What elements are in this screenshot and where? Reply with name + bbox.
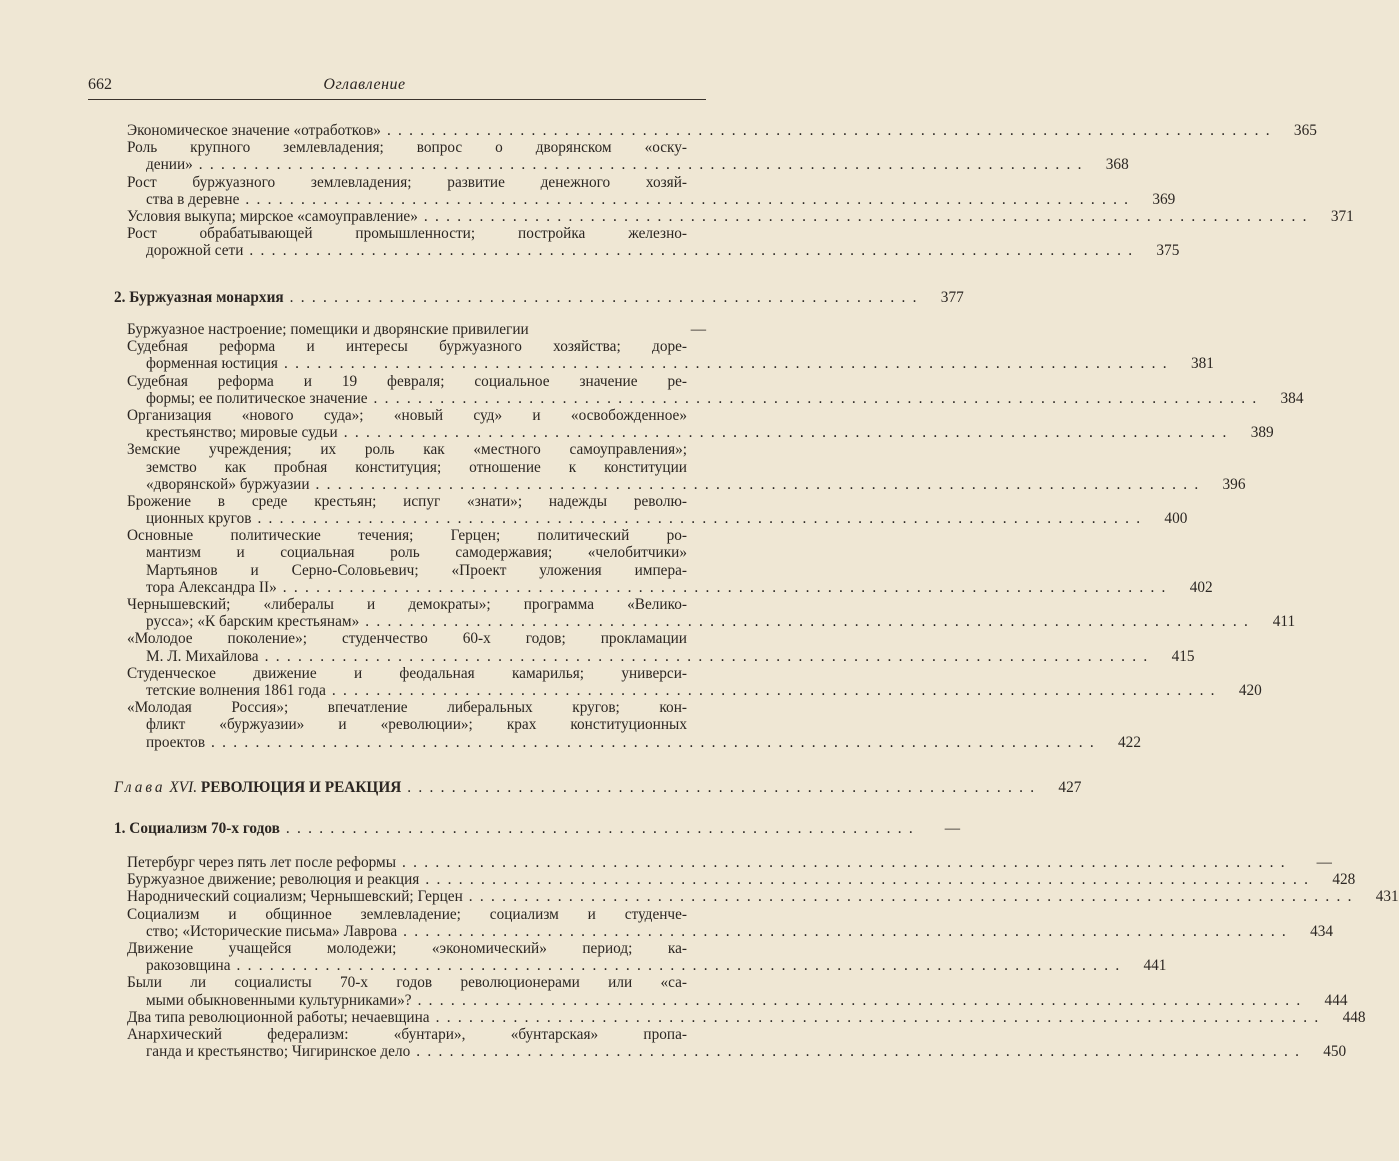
dot-leader: .........................................................	[285, 820, 920, 837]
entry-page: 420	[1238, 681, 1262, 699]
entry-page: 448	[1342, 1008, 1366, 1026]
entry-text: Движение учащейся молодежи; «экономический» период; ка-	[127, 939, 687, 957]
entry-text: «Молодое поколение»; студенчество 60-х годов; прокламации	[127, 630, 687, 648]
entry-text: Студенческое движение и феодальная камарилья; универси-	[127, 664, 687, 682]
entry-text: форменная юстиция	[146, 355, 278, 373]
entry-text: Анархический федерализм: «бунтари», «бунтарская» пропа-	[127, 1025, 687, 1043]
toc-chapter	[114, 779, 1082, 796]
entry-text: проектов	[146, 733, 206, 751]
dot-leader: ................................................................................	[425, 871, 1316, 889]
toc-entry-line	[127, 338, 706, 355]
entry-text: М. Л. Михайлова	[146, 647, 259, 665]
dot-leader: ................................................................................	[343, 424, 1234, 442]
toc-entry	[127, 338, 1214, 373]
toc-entry	[127, 596, 1296, 631]
dot-leader: ................................................................................	[365, 613, 1256, 631]
entry-text: мыми обыкновенными культурниками»?	[146, 991, 412, 1009]
toc-entry-line	[127, 389, 1304, 407]
toc-entry	[127, 871, 1356, 889]
entry-page: 371	[1330, 207, 1354, 225]
chapter-number: XVI.	[169, 779, 198, 796]
toc-entry	[127, 699, 1141, 751]
entry-page: 402	[1189, 578, 1213, 596]
entry-text: русса»; «К барским крестьянам»	[146, 613, 360, 631]
toc-entry	[127, 139, 1129, 174]
entry-text: ционных кругов	[146, 510, 252, 528]
toc-entry	[127, 905, 1334, 940]
entry-text: Чернышевский; «либералы и демократы»; программа «Велико-	[127, 596, 687, 613]
entry-text: Рост обрабатывающей промышленности; постройка железно-	[127, 225, 687, 243]
toc-entry-line	[127, 424, 1274, 442]
header-rule	[88, 99, 706, 100]
dot-leader: ................................................................................	[416, 1043, 1307, 1061]
entry-text: Земские учреждения; их роль как «местного самоуправления»;	[127, 441, 687, 459]
toc-entry-line	[127, 242, 1180, 260]
entry-page: 368	[1105, 156, 1129, 174]
dot-leader: ................................................................................	[211, 733, 1101, 751]
entry-text: мантизм и социальная роль самодержавия; «челобитчики»	[146, 544, 687, 562]
entry-text: Основные политические течения; Герцен; политический ро-	[127, 527, 687, 545]
dot-leader: ................................................................................	[403, 922, 1294, 940]
entry-page: 396	[1222, 475, 1246, 493]
toc-entry	[127, 630, 1195, 665]
entry-text: тетские волнения 1861 года	[146, 681, 326, 699]
entry-text: фликт «буржуазии» и «революции»; крах конституционных	[146, 716, 687, 734]
toc-entry-line	[127, 578, 1213, 596]
toc-entry-line	[127, 207, 1354, 225]
entry-text: «Молодая Россия»; впечатление либеральных кругов; кон-	[127, 699, 687, 717]
toc-entry-line	[127, 355, 1214, 373]
section-title: 2. Буржуазная монархия	[114, 289, 284, 306]
section-page: —	[944, 820, 960, 837]
toc-entry-line	[127, 596, 706, 613]
toc-entry-line	[127, 888, 1399, 906]
toc-entry-line	[127, 459, 706, 476]
toc-entry-line	[127, 974, 706, 991]
toc-entry-line	[127, 733, 1141, 751]
chapter-title: РЕВОЛЮЦИЯ И РЕАКЦИЯ	[200, 779, 402, 796]
toc-entry-line	[127, 681, 1262, 699]
toc-entry-line	[127, 647, 1195, 665]
entry-text: Рост буржуазного землевладения; развитие денежного хозяй-	[127, 173, 687, 191]
entry-page: 384	[1280, 389, 1304, 407]
entry-text: Брожение в среде крестьян; испуг «знати»; надежды револю-	[127, 492, 687, 510]
entry-page: 389	[1250, 424, 1274, 442]
toc-entry	[127, 207, 1354, 225]
toc-entry	[127, 406, 1274, 442]
entry-page: 400	[1164, 510, 1188, 528]
dot-leader: ................................................................................	[468, 888, 1359, 906]
toc-entry-line	[127, 630, 706, 647]
entry-text: формы; ее политическое значение	[146, 389, 368, 407]
dot-leader: ................................................................................	[435, 1008, 1326, 1026]
toc-entry	[127, 527, 1213, 596]
dot-leader: ................................................................................	[401, 854, 1292, 871]
entry-text: Судебная реформа и 19 февраля; социальное значение ре-	[127, 372, 687, 390]
section-page: 377	[940, 289, 964, 306]
dot-leader: .........................................................	[289, 289, 924, 306]
dot-leader: .........................................................	[407, 779, 1042, 796]
toc-entry-line	[127, 475, 1246, 493]
toc-entry-line	[127, 527, 706, 544]
entry-text: Были ли социалисты 70-х годов революционерами или «са-	[127, 974, 687, 992]
toc-entry	[127, 321, 706, 338]
chapter-page: 427	[1058, 779, 1082, 796]
entry-text: Буржуазное движение; революция и реакция	[127, 871, 420, 889]
dot-leader	[529, 321, 666, 338]
entry-text: дорожной сети	[146, 242, 244, 260]
toc-entry	[127, 372, 1304, 407]
toc-entry	[127, 664, 1262, 699]
entry-page: —	[690, 321, 706, 338]
entry-text: тора Александра II»	[146, 578, 277, 596]
toc-entry-line	[127, 906, 706, 923]
running-title: Оглавление	[323, 76, 406, 93]
toc-entry-line	[127, 922, 1334, 940]
toc-entry-line	[127, 854, 1332, 871]
dot-leader: ................................................................................	[282, 578, 1173, 596]
toc-entry-line	[127, 493, 706, 510]
entry-text: Организация «нового суда»; «новый суд» и «освобожденное»	[127, 406, 687, 424]
entry-page: 375	[1156, 242, 1180, 260]
toc-entry-line	[127, 1026, 706, 1043]
entry-page: —	[1316, 854, 1332, 871]
dot-leader: ................................................................................	[417, 991, 1308, 1009]
section-title: 1. Социализм 70-х годов	[114, 820, 280, 837]
toc-entry-line	[127, 510, 1188, 528]
dot-leader: ................................................................................	[236, 957, 1127, 975]
entry-text: ство; «Исторические письма» Лаврова	[146, 922, 398, 940]
chapter-prefix: Глава	[114, 779, 166, 796]
dot-leader: ................................................................................	[249, 242, 1140, 260]
toc-group-3	[127, 854, 1399, 1061]
toc-entry	[127, 225, 1180, 260]
entry-page: 441	[1143, 957, 1167, 975]
entry-text: ства в деревне	[146, 190, 240, 208]
entry-page: 450	[1323, 1043, 1347, 1061]
toc-entry	[127, 173, 1176, 208]
entry-text: Роль крупного землевладения; вопрос о дворянском «оску-	[127, 139, 687, 157]
entry-text: Социализм и общинное землевладение; социализм и студенче-	[127, 905, 687, 923]
entry-text: Судебная реформа и интересы буржуазного хозяйства; доре-	[127, 338, 687, 356]
entry-text: Петербург через пять лет после реформы	[127, 854, 396, 871]
dot-leader: ................................................................................	[423, 207, 1314, 225]
entry-page: 444	[1324, 991, 1348, 1009]
toc-entry-line	[127, 665, 706, 682]
entry-page: 381	[1190, 355, 1214, 373]
toc-entry-line	[127, 156, 1129, 174]
dot-leader: ................................................................................	[331, 681, 1222, 699]
entry-page: 369	[1152, 190, 1176, 208]
toc-entry	[127, 888, 1399, 906]
entry-page: 365	[1293, 122, 1317, 139]
toc-entry	[127, 1025, 1347, 1061]
dot-leader: ................................................................................	[257, 510, 1148, 528]
entry-page: 415	[1171, 647, 1195, 665]
toc-entry-line	[127, 699, 706, 716]
entry-text: ракозовщина	[146, 957, 231, 975]
entry-text: крестьянство; мировые судьи	[146, 424, 338, 442]
toc-group-1	[127, 122, 1354, 260]
toc-entry	[127, 939, 1167, 975]
entry-text: ганда и крестьянство; Чигиринское дело	[146, 1043, 411, 1061]
entry-text: дении»	[146, 156, 193, 174]
toc-entry-line	[127, 321, 706, 338]
toc-entry-line	[127, 716, 706, 733]
dot-leader: ................................................................................	[283, 355, 1174, 373]
toc-entry	[127, 122, 1317, 139]
dot-leader: ................................................................................	[264, 647, 1155, 665]
entry-page: 411	[1272, 613, 1296, 631]
toc-entry-line	[127, 225, 706, 242]
toc-section-2	[114, 289, 964, 306]
toc-entry-line	[127, 139, 706, 156]
toc-entry	[127, 974, 1348, 1009]
toc-entry	[127, 492, 1188, 528]
toc-entry-line	[127, 940, 706, 957]
entry-page: 422	[1118, 733, 1141, 751]
entry-text: Условия выкупа; мирское «самоуправление»	[127, 207, 418, 225]
toc-entry-line	[127, 613, 1296, 631]
entry-text: Буржуазное настроение; помещики и дворянские привилегии	[127, 321, 529, 338]
toc-section-1	[114, 820, 960, 837]
entry-text: Два типа революционной работы; нечаевщина	[127, 1008, 430, 1026]
dot-leader: ................................................................................	[315, 475, 1206, 493]
entry-page: 428	[1332, 871, 1356, 889]
toc-entry-line	[127, 190, 1176, 208]
toc-entry-line	[127, 957, 1167, 975]
dot-leader: ................................................................................	[373, 389, 1264, 407]
toc-entry	[127, 854, 1332, 871]
toc-group-2	[127, 321, 1304, 751]
entry-text: Мартьянов и Серно-Соловьевич; «Проект уложения импера-	[146, 561, 687, 579]
toc-entry-line	[127, 441, 706, 458]
toc-entry-line	[127, 562, 706, 579]
toc-entry-line	[127, 373, 706, 390]
entry-text: Экономическое значение «отработков»	[127, 122, 381, 139]
toc-entry-line	[127, 174, 706, 191]
toc-entry	[127, 1008, 1366, 1026]
dot-leader: ................................................................................	[198, 156, 1089, 174]
toc-entry-line	[127, 871, 1356, 889]
toc-entry-line	[127, 1008, 1366, 1026]
page-number: 662	[88, 76, 112, 93]
entry-text: «дворянской» буржуазии	[146, 475, 310, 493]
toc-entry-line	[127, 991, 1348, 1009]
toc-entry	[127, 441, 1246, 493]
toc-entry-line	[127, 122, 1317, 139]
entry-page: 431	[1375, 888, 1399, 906]
toc-entry-line	[127, 544, 706, 561]
entry-text: Народнический социализм; Чернышевский; Герцен	[127, 888, 463, 906]
entry-page: 434	[1310, 922, 1334, 940]
dot-leader: ................................................................................	[386, 122, 1277, 139]
entry-text: земство как пробная конституция; отношение к конституции	[146, 458, 687, 476]
toc-entry-line	[127, 1043, 1347, 1061]
toc-entry-line	[127, 407, 706, 424]
dot-leader: ................................................................................	[245, 190, 1136, 208]
